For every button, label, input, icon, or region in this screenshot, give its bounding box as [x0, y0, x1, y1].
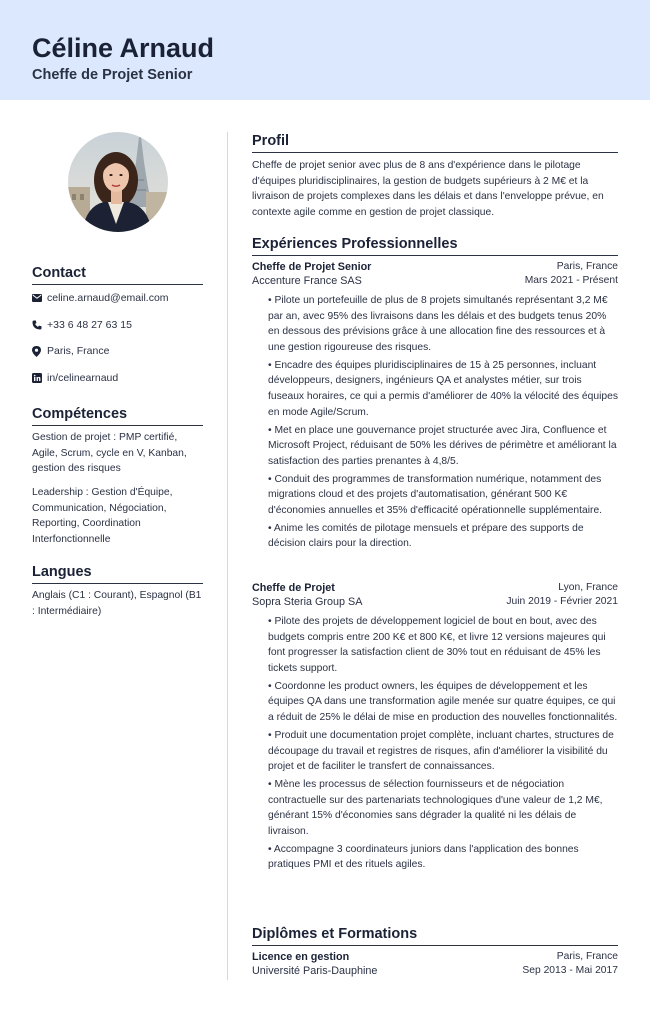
profile-photo — [68, 132, 168, 232]
contact-email-text: celine.arnaud@email.com — [47, 292, 169, 304]
job-bullet: • Conduit des programmes de transformation numérique, notamment des migrations cloud et des projets d'automatisation, générant 500 K€ d'économies annuelles et 35% d'efficacité opérationnelle supplémentaire. — [268, 473, 603, 516]
job-entry — [252, 260, 618, 288]
contact-location — [32, 344, 109, 358]
job-bullet: • Coordonne les product owners, les équipes de développement et les équipes QA dans une transformation agile menée sur quatre équipes, ce qui a réduit de 25% le délai de mise en production des nouvelles fonctionnalités. — [268, 680, 618, 723]
linkedin-icon — [32, 372, 47, 384]
job-bullets — [268, 293, 618, 554]
job-entry — [252, 581, 618, 609]
location-pin-icon — [32, 345, 47, 357]
candidate-name: Céline Arnaud — [32, 33, 215, 63]
education-heading: Diplômes et Formations — [252, 925, 618, 946]
languages-heading: Langues — [32, 563, 203, 584]
contact-phone[interactable] — [32, 318, 132, 332]
job-bullet: • Met en place une gouvernance projet structurée avec Jira, Confluence et Microsoft Project, réduisant de 50% les dérives de périmètre et améliorant la satisfaction des parties prenantes à 4,8/5. — [268, 424, 617, 467]
job-dates: Juin 2019 - Février 2021 — [506, 596, 618, 607]
languages-text: Anglais (C1 : Courant), Espagnol (B1 : Intermédiaire) — [32, 590, 202, 617]
degree-title: Licence en gestion — [252, 951, 350, 963]
job-bullet: • Pilote un portefeuille de plus de 8 projets simultanés représentant 3,2 M€ par an, avec 95% des livraisons dans les délais et des budgets tenus 20% en dessous des prévisions grâce à une allocation fine des ressources et à une gestion rigoureuse des risques. — [268, 295, 608, 353]
contact-email[interactable] — [32, 291, 169, 305]
contact-phone-text: +33 6 48 27 63 15 — [47, 319, 132, 331]
education-entry — [252, 950, 618, 978]
candidate-title: Cheffe de Projet Senior — [32, 67, 193, 83]
phone-icon — [32, 319, 47, 331]
job-bullets — [268, 614, 618, 875]
job-bullet: • Accompagne 3 coordinateurs juniors dans l'application des bonnes pratiques PMI et des rituels agiles. — [268, 843, 579, 871]
education-dates: Sep 2013 - Mai 2017 — [522, 965, 618, 976]
experience-heading: Expériences Professionnelles — [252, 235, 618, 256]
job-location: Paris, France — [556, 261, 618, 272]
profile-heading: Profil — [252, 132, 618, 153]
contact-location-text: Paris, France — [47, 345, 110, 357]
portrait-image — [68, 132, 168, 232]
job-dates: Mars 2021 - Présent — [524, 275, 618, 286]
contact-linkedin-text: in/celinearnaud — [47, 372, 119, 384]
profile-summary: Cheffe de projet senior avec plus de 8 ans d'expérience dans le pilotage d'équipes pluridisciplinaires, la gestion de budgets supérieurs à 2 M€ et la livraison de projets complexes dans les délais et dans l'enveloppe prévue, en contexte agile comme en gestion de projet classique. — [252, 160, 604, 218]
skill-leadership: Leadership : Gestion d'Équipe, Communication, Négociation, Reporting, Coordination Interfonctionnelle — [32, 487, 173, 545]
job-company: Accenture France SAS — [252, 275, 362, 287]
job-title: Cheffe de Projet Senior — [252, 261, 372, 273]
job-company: Sopra Steria Group SA — [252, 596, 363, 608]
job-bullet: • Mène les processus de sélection fournisseurs et de négociation contractuelle sur des partenariats technologiques d'une valeur de 1,2 M€, générant 15% d'économies sans dégrader la qualité ni les délais de livraison. — [268, 779, 603, 837]
contact-linkedin[interactable] — [32, 371, 118, 385]
school-name: Université Paris-Dauphine — [252, 965, 378, 977]
job-bullet: • Pilote des projets de développement logiciel de bout en bout, avec des budgets compris entre 200 K€ et 800 K€, et livre 12 versions majeures qui font progresser la satisfaction client de 30% tout en réduisant de 45% les tickets support. — [268, 616, 606, 674]
job-bullet: • Anime les comités de pilotage mensuels et prépare des supports de décision clairs pour la direction. — [268, 522, 584, 550]
column-divider — [227, 132, 228, 980]
skills-heading: Compétences — [32, 405, 203, 426]
skill-project-management: Gestion de projet : PMP certifié, Agile, Scrum, cycle en V, Kanban, gestion des risques — [32, 432, 187, 474]
mail-icon — [32, 292, 47, 304]
job-location: Lyon, France — [558, 582, 618, 593]
job-bullet: • Produit une documentation projet complète, incluant chartes, structures de découpage du travail et registres de risques, afin d'améliorer la visibilité du projet et de faciliter le transfert de connaissances. — [268, 729, 614, 773]
contact-heading: Contact — [32, 264, 203, 285]
job-title: Cheffe de Projet — [252, 582, 335, 594]
education-location: Paris, France — [556, 951, 618, 962]
job-bullet: • Encadre des équipes pluridisciplinaires de 15 à 25 personnes, incluant développeurs, designers, ingénieurs QA et analystes métier, sur trois fuseaux horaires, ce qui a permis d'améliorer de 40% la vélocité des équipes en mode Agile/Scrum. — [268, 359, 618, 418]
